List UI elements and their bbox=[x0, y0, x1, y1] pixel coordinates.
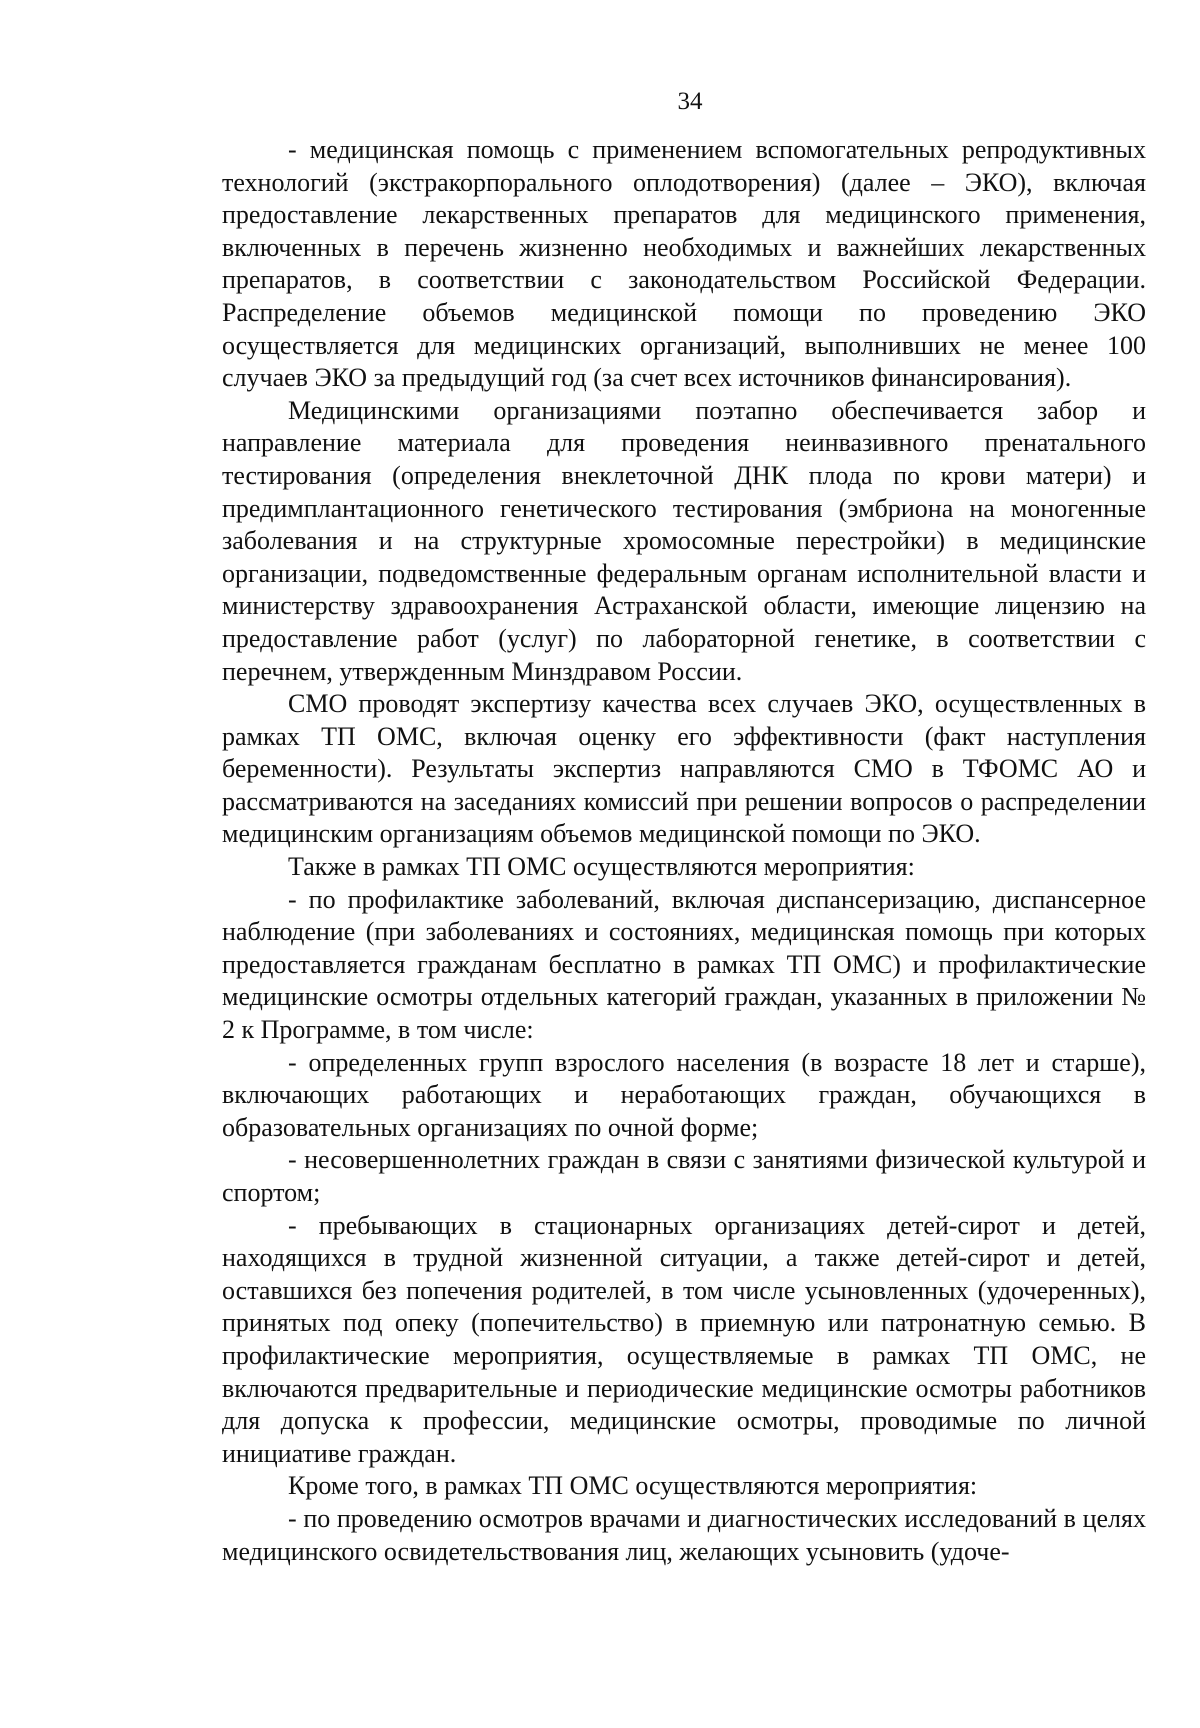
paragraph: - определенных групп взрослого населения (в возрасте 18 лет и старше), включающих работающих и неработающих граждан, обучающихся в образовательных организациях по очной форме; bbox=[222, 1047, 1146, 1142]
paragraph: Также в рамках ТП ОМС осуществляются мероприятия: bbox=[288, 852, 915, 882]
paragraph: - медицинская помощь с применением вспомогательных репродуктивных технологий (экстракорпорального оплодотворения) (далее – ЭКО), включая предоставление лекарственных препаратов для медицинского применения, включенных в перечень жизненно необходимых и важнейших лекарственных препаратов, в соответствии с законодательством Российской Федерации. Распределение объемов медицинской помощи по проведению ЭКО осуществляется для медицинских организаций, выполнивших не менее 100 случаев ЭКО за предыдущий год (за счет всех источников финансирования). bbox=[222, 135, 1146, 393]
paragraph: - пребывающих в стационарных организациях детей-сирот и детей, находящихся в трудной жизненной ситуации, а также детей-сирот и детей, оставшихся без попечения родителей, в том числе усыновленных (удочеренных), принятых под опеку (попечительство) в приемную или патронатную семью. В профилактические мероприятия, осуществляемые в рамках ТП ОМС, не включаются предварительные и периодические медицинские осмотры работников для допуска к профессии, медицинские осмотры, проводимые по личной инициативе граждан. bbox=[222, 1210, 1146, 1468]
page-number: 34 bbox=[677, 88, 703, 115]
paragraph: Кроме того, в рамках ТП ОМС осуществляются мероприятия: bbox=[288, 1471, 978, 1501]
paragraph: - по проведению осмотров врачами и диагностических исследований в целях медицинского освидетельствования лиц, желающих усыновить (удоче- bbox=[222, 1503, 1146, 1566]
paragraph: СМО проводят экспертизу качества всех случаев ЭКО, осуществленных в рамках ТП ОМС, включая оценку его эффективности (факт наступления беременности). Результаты экспертиз направляются СМО в ТФОМС АО и рассматриваются на заседаниях комиссий при решении вопросов о распределении медицинским организациям объемов медицинской помощи по ЭКО. bbox=[222, 689, 1146, 849]
paragraph: Медицинскими организациями поэтапно обеспечивается забор и направление материала для проведения неинвазивного пренатального тестирования (определения внеклеточной ДНК плода по крови матери) и предимплантационного генетического тестирования (эмбриона на моногенные заболевания и на структурные хромосомные перестройки) в медицинские организации, подведомственные федеральным органам исполнительной власти и министерству здравоохранения Астраханской области, имеющие лицензию на предоставление работ (услуг) по лабораторной генетике, в соответствии с перечнем, утвержденным Минздравом России. bbox=[222, 395, 1146, 686]
paragraph: - несовершеннолетних граждан в связи с занятиями физической культурой и спортом; bbox=[222, 1145, 1146, 1207]
document-body bbox=[222, 134, 1146, 1568]
paragraph: - по профилактике заболеваний, включая диспансеризацию, диспансерное наблюдение (при заболеваниях и состояниях, медицинская помощь при которых предоставляется гражданам бесплатно в рамках ТП ОМС) и профилактические медицинские осмотры отдельных категорий граждан, указанных в приложении № 2 к Программе, в том числе: bbox=[222, 884, 1146, 1045]
